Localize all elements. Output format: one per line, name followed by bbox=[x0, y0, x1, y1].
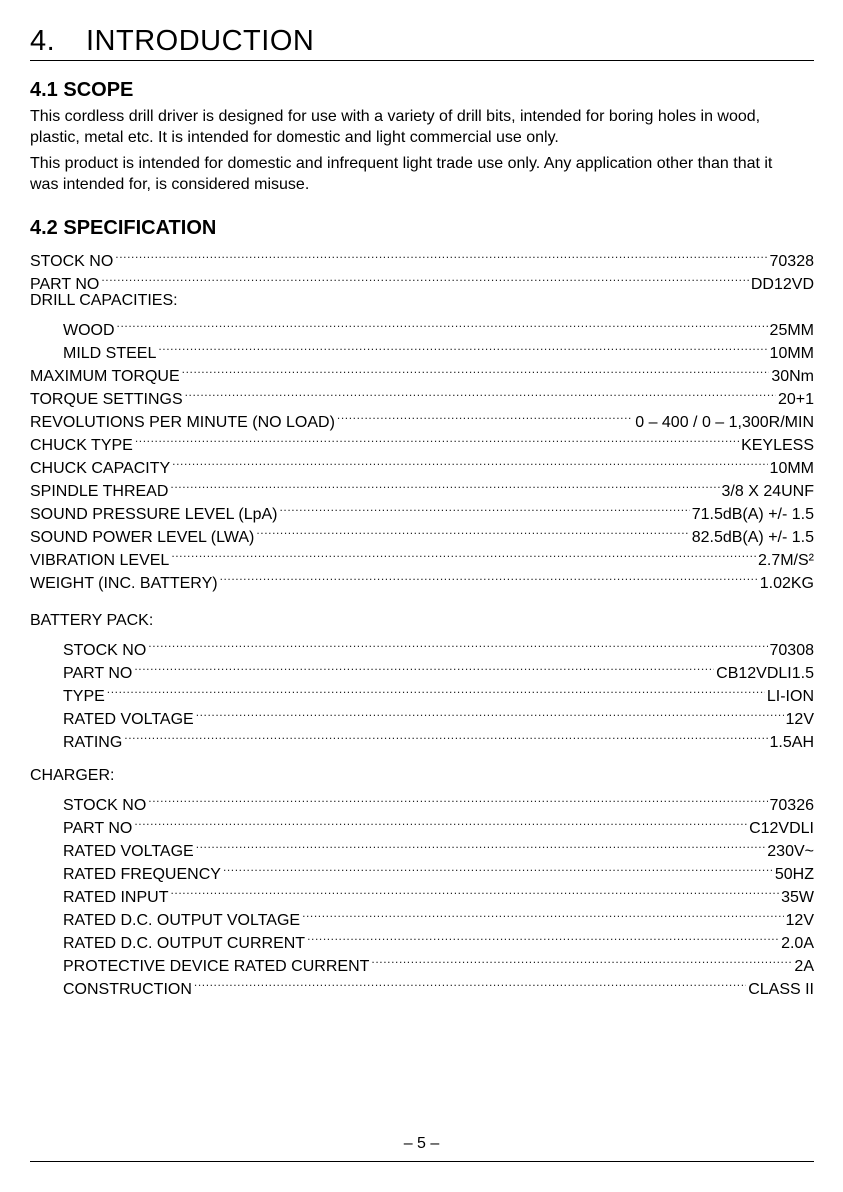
spec-row bbox=[30, 427, 814, 454]
spec-label: TYPE bbox=[63, 688, 105, 705]
spec-label: WEIGHT (INC. BATTERY) bbox=[30, 575, 218, 592]
spec-value: 35W bbox=[781, 889, 814, 906]
leader-dots bbox=[256, 519, 689, 542]
spec-row-stock-no bbox=[30, 243, 814, 270]
spec-label: PART NO bbox=[30, 276, 100, 293]
spec-value: 2.0A bbox=[781, 935, 814, 952]
spec-label: REVOLUTIONS PER MINUTE (NO LOAD) bbox=[30, 414, 335, 431]
leader-dots bbox=[134, 810, 747, 833]
leader-dots bbox=[124, 724, 767, 747]
leader-dots bbox=[172, 450, 767, 473]
spec-value: 20+1 bbox=[777, 391, 814, 408]
leader-dots bbox=[170, 879, 779, 902]
charger-row bbox=[30, 787, 814, 814]
leader-dots bbox=[196, 701, 784, 724]
spec-value: 1.02KG bbox=[759, 575, 814, 592]
spec-row-part-no bbox=[30, 266, 814, 293]
leader-dots bbox=[158, 335, 767, 358]
spec-label: PART NO bbox=[63, 665, 133, 682]
spec-label: RATED INPUT bbox=[63, 889, 169, 906]
spec-label: RATED FREQUENCY bbox=[63, 866, 221, 883]
leader-dots bbox=[117, 312, 768, 335]
leader-dots bbox=[196, 833, 766, 856]
spec-label: MILD STEEL bbox=[63, 345, 157, 362]
leader-dots bbox=[171, 542, 756, 565]
scope-paragraph-1: This cordless drill driver is designed for use with a variety of drill bits, intended for boring holes in wood, plastic, metal etc. It is intended for domestic and light commercial use only. bbox=[30, 108, 761, 146]
spec-value: 10MM bbox=[769, 460, 814, 477]
battery-row bbox=[30, 632, 814, 659]
drill-capacities-label: DRILL CAPACITIES: bbox=[30, 292, 178, 309]
battery-row bbox=[30, 678, 814, 705]
charger-row bbox=[30, 810, 814, 837]
spec-label: STOCK NO bbox=[63, 797, 147, 814]
leader-dots bbox=[220, 565, 758, 588]
spec-value: 2.7M/S² bbox=[757, 552, 814, 569]
spec-value: 230V~ bbox=[767, 843, 814, 860]
spec-value: 12V bbox=[785, 912, 814, 929]
spec-label: RATED D.C. OUTPUT CURRENT bbox=[63, 935, 306, 952]
leader-dots bbox=[371, 948, 792, 971]
spec-value: 70328 bbox=[769, 253, 814, 270]
spec-value: 25MM bbox=[769, 322, 814, 339]
leader-dots bbox=[148, 787, 767, 810]
leader-dots bbox=[107, 678, 765, 701]
leader-dots bbox=[182, 358, 770, 381]
spec-value: 71.5dB(A) +/- 1.5 bbox=[691, 506, 814, 523]
leader-dots bbox=[302, 902, 783, 925]
spec-label: RATED D.C. OUTPUT VOLTAGE bbox=[63, 912, 301, 929]
spec-label: SPINDLE THREAD bbox=[30, 483, 169, 500]
page-title bbox=[30, 22, 814, 61]
spec-value: CLASS II bbox=[748, 981, 814, 998]
spec-label: PART NO bbox=[63, 820, 133, 837]
spec-label: CHUCK CAPACITY bbox=[30, 460, 171, 477]
spec-value: KEYLESS bbox=[741, 437, 814, 454]
spec-label: WOOD bbox=[63, 322, 115, 339]
spec-value: 0 – 400 / 0 – 1,300R/MIN bbox=[635, 414, 814, 431]
specification-heading: 4.2 SPECIFICATION bbox=[30, 217, 217, 239]
leader-dots bbox=[185, 381, 776, 404]
battery-row bbox=[30, 724, 814, 751]
leader-dots bbox=[194, 971, 746, 994]
leader-dots bbox=[148, 632, 767, 655]
spec-label: STOCK NO bbox=[30, 253, 114, 270]
spec-value: 3/8 X 24UNF bbox=[721, 483, 814, 500]
spec-label: RATING bbox=[63, 734, 123, 751]
scope-paragraph-2: This product is intended for domestic and infrequent light trade use only. Any application other than that it was intended for, is considered misuse. bbox=[30, 155, 773, 193]
spec-label: SOUND PRESSURE LEVEL (LpA) bbox=[30, 506, 278, 523]
spec-value: 10MM bbox=[769, 345, 814, 362]
leader-dots bbox=[307, 925, 779, 948]
spec-row bbox=[30, 450, 814, 477]
leader-dots bbox=[101, 266, 749, 289]
spec-value: LI-ION bbox=[766, 688, 814, 705]
spec-label: CHUCK TYPE bbox=[30, 437, 133, 454]
section-number: 4. bbox=[30, 25, 56, 57]
leader-dots bbox=[115, 243, 767, 266]
charger-section bbox=[30, 764, 814, 998]
section-title: INTRODUCTION bbox=[86, 25, 315, 57]
spec-label: CONSTRUCTION bbox=[63, 981, 192, 998]
leader-dots bbox=[337, 404, 633, 427]
scope-heading: 4.1 SCOPE bbox=[30, 79, 134, 101]
battery-row bbox=[30, 701, 814, 728]
spec-label: STOCK NO bbox=[63, 642, 147, 659]
spec-value: DD12VD bbox=[750, 276, 814, 293]
charger-label: CHARGER: bbox=[30, 767, 115, 784]
spec-value: 30Nm bbox=[771, 368, 814, 385]
specification-list bbox=[30, 243, 814, 592]
spec-label: RATED VOLTAGE bbox=[63, 843, 194, 860]
page-number: – 5 – bbox=[403, 1135, 440, 1152]
spec-value: C12VDLI bbox=[749, 820, 814, 837]
leader-dots bbox=[170, 473, 719, 496]
spec-label: VIBRATION LEVEL bbox=[30, 552, 170, 569]
leader-dots bbox=[223, 856, 773, 879]
battery-pack-label: BATTERY PACK: bbox=[30, 612, 154, 629]
spec-value: 82.5dB(A) +/- 1.5 bbox=[691, 529, 814, 546]
spec-value: 2A bbox=[794, 958, 814, 975]
spec-value: 70326 bbox=[769, 797, 814, 814]
spec-label: MAXIMUM TORQUE bbox=[30, 368, 180, 385]
spec-value: 50HZ bbox=[774, 866, 814, 883]
spec-value: 70308 bbox=[769, 642, 814, 659]
spec-value: 1.5AH bbox=[769, 734, 814, 751]
spec-label: TORQUE SETTINGS bbox=[30, 391, 183, 408]
spec-label: PROTECTIVE DEVICE RATED CURRENT bbox=[63, 958, 370, 975]
spec-row-mild-steel bbox=[30, 335, 814, 362]
leader-dots bbox=[135, 427, 739, 450]
leader-dots bbox=[134, 655, 714, 678]
leader-dots bbox=[279, 496, 689, 519]
battery-row bbox=[30, 655, 814, 682]
spec-row-wood bbox=[30, 312, 814, 339]
spec-value: CB12VDLI1.5 bbox=[716, 665, 814, 682]
spec-label: SOUND POWER LEVEL (LWA) bbox=[30, 529, 255, 546]
battery-pack-section bbox=[30, 609, 814, 751]
charger-row bbox=[30, 833, 814, 860]
spec-label: RATED VOLTAGE bbox=[63, 711, 194, 728]
spec-value: 12V bbox=[785, 711, 814, 728]
footer-divider bbox=[30, 1161, 814, 1162]
